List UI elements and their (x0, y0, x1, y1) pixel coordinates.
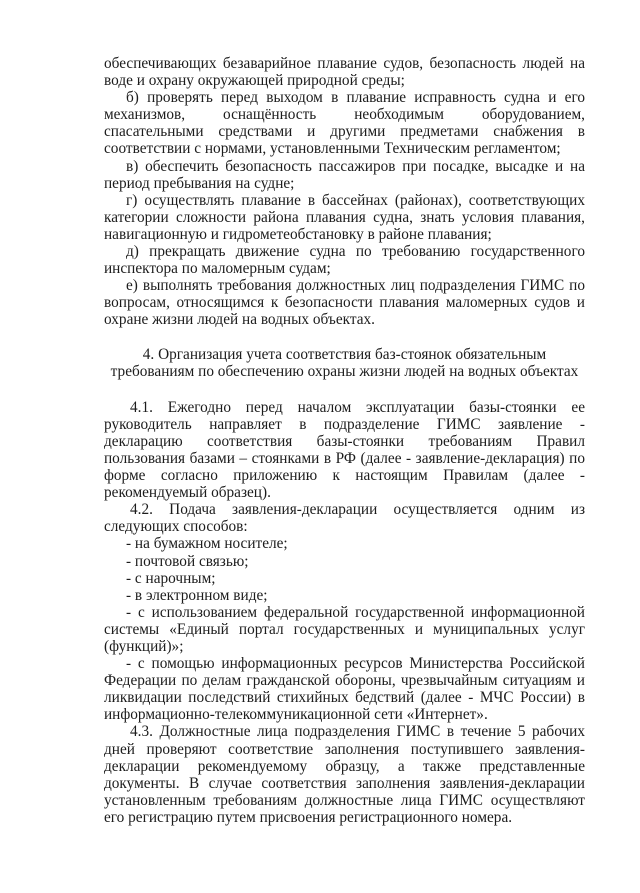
paragraph-4-1: 4.1. Ежегодно перед началом эксплуатации базы-стоянки ее руководитель направляет в подразделение ГИМС заявление - декларацию соответствия базы-стоянки требованиям Правил пользования базами – стоянками в РФ (далее - заявление-декларация) по форме согласно приложению к настоящим Правилам (далее - рекомендуемый образец). (104, 398, 585, 502)
paragraph-item-b: б) проверять перед выходом в плавание исправность судна и его механизмов, оснащённость необходимым оборудованием, спасательными средствами и другими предметами снабжения в соответствии с нормами, установленными Техническим регламентом; (104, 89, 585, 158)
section-heading: 4. Организация учета соответствия баз-стоянок обязательным требованиям по обеспечению охраны жизни людей на водных объектах (110, 345, 579, 380)
paragraph-item-d: д) прекращать движение судна по требованию государственного инспектора по маломерным судам; (104, 243, 585, 278)
document-body (104, 55, 585, 826)
section-spacer (104, 329, 585, 346)
sub-list-item: - с использованием федеральной государственной информационной системы «Единый портал государственных и муниципальных услуг (функций)»; (104, 603, 585, 655)
paragraph-item-v: в) обеспечить безопасность пассажиров при посадке, высадке и на период пребывания на судне; (104, 157, 585, 192)
list-item: - почтовой связью; (126, 552, 249, 570)
list-item: - с нарочным; (126, 569, 216, 587)
paragraph-item-g: г) осуществлять плавание в бассейнах (районах), соответствующих категории сложности района плавания судна, знать условия плавания, навигационную и гидрометеобстановку в районе плавания; (104, 191, 585, 243)
paragraph-continuation: обеспечивающих безаварийное плавание судов, безопасность людей на воде и охрану окружающей природной среды; (104, 55, 585, 90)
list-item: - на бумажном носителе; (126, 535, 288, 553)
paragraph-4-2: 4.2. Подача заявления-декларации осуществляется одним из следующих способов: (104, 501, 585, 536)
list-item: - в электронном виде; (126, 586, 268, 604)
heading-spacer (104, 380, 585, 399)
paragraph-item-e: е) выполнять требования должностных лиц подразделения ГИМС по вопросам, относящимся к безопасности плавания маломерных судов и охране жизни людей на водных объектах. (104, 277, 585, 329)
sub-list-item: - с помощью информационных ресурсов Министерства Российской Федерации по делам гражданской обороны, чрезвычайным ситуациям и ликвидации последствий стихийных бедствий (далее - МЧС России) в информационно-телекоммуникационной сети «Интернет». (104, 655, 585, 724)
paragraph-4-3: 4.3. Должностные лица подразделения ГИМС в течение 5 рабочих дней проверяют соответствие заполнения поступившего заявления-декларации рекомендуемому образцу, а также представленные документы. В случае соответствия заполнения заявления-декларации установленным требованиям должностные лица ГИМС осуществляют его регистрацию путем присвоения регистрационного номера. (104, 723, 585, 826)
